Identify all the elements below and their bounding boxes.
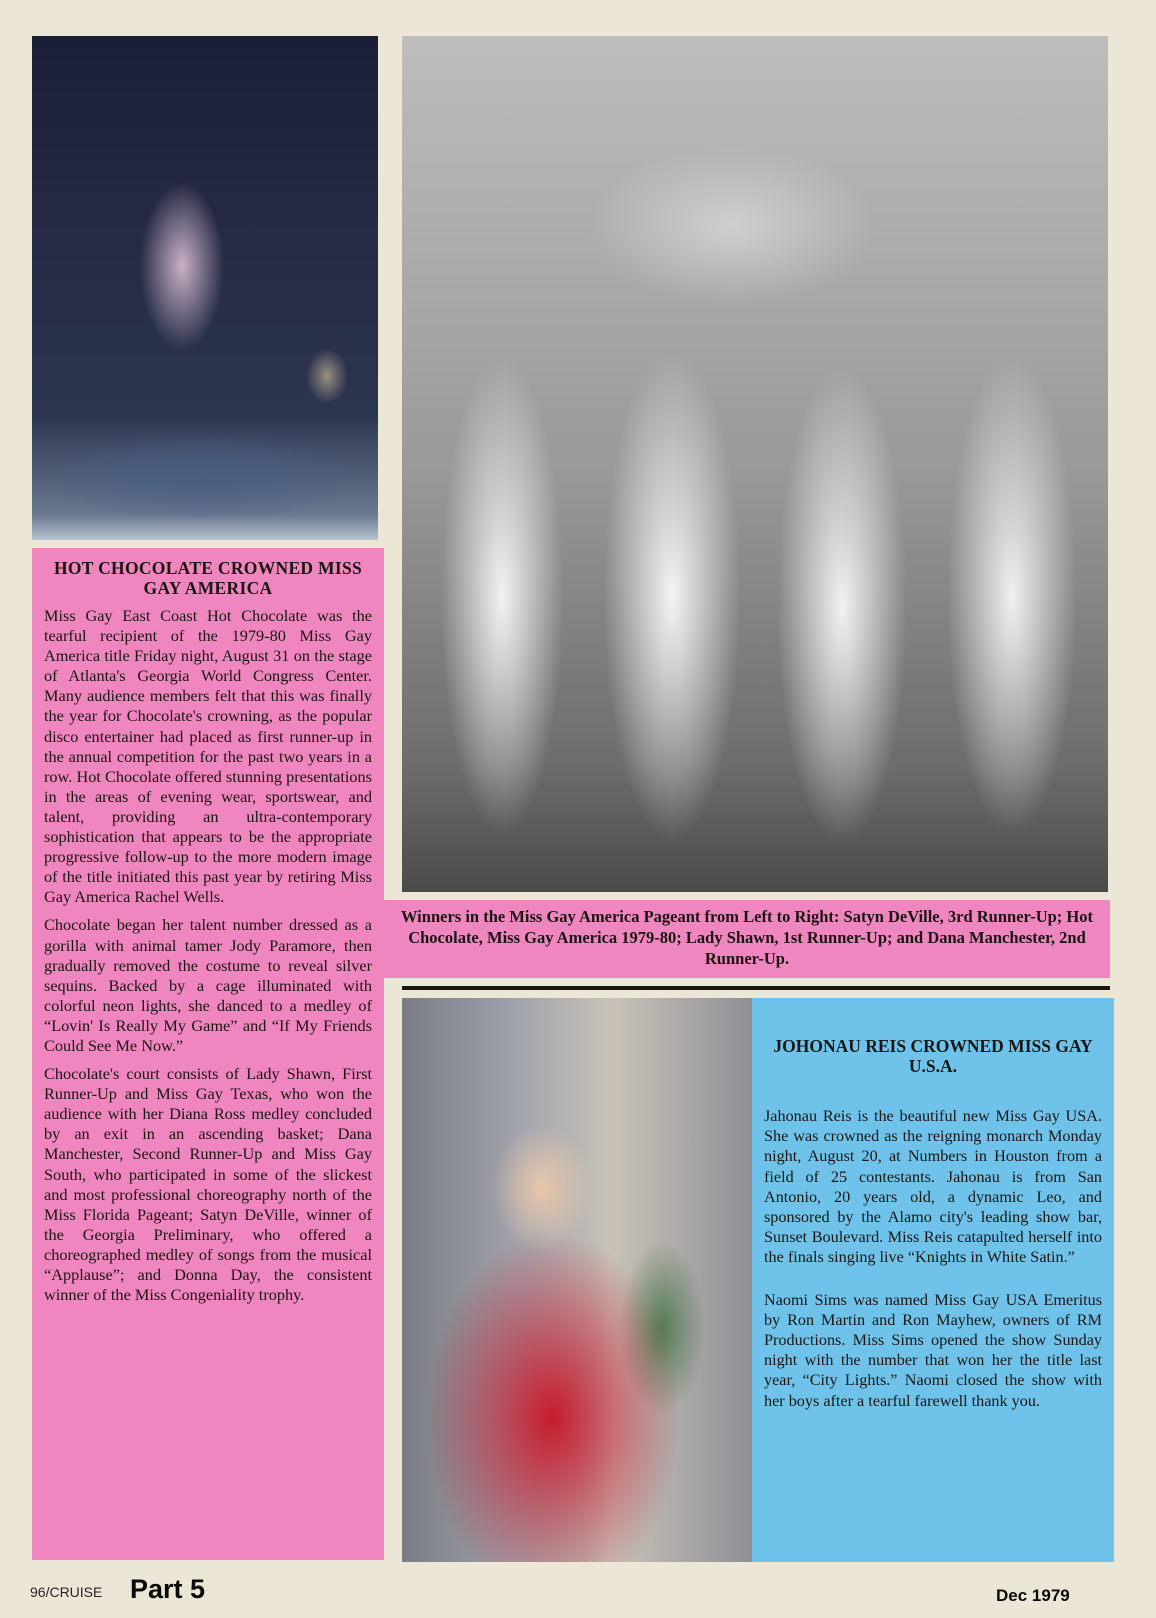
article-paragraph: Naomi Sims was named Miss Gay USA Emeritus by Ron Martin and Ron Mayhew, owners of RM Productions. Miss Sims opened the show Sunday night with the number that won her the title last year, “City Lights.” Naomi closed the show with her boys after a tearful farewell thank you. <box>764 1290 1102 1410</box>
article-headline: JOHONAU REIS CROWNED MISS GAY U.S.A. <box>773 1036 1093 1076</box>
issue-date: Dec 1979 <box>996 1586 1070 1605</box>
part-label: Part 5 <box>130 1574 206 1604</box>
page-folio: 96/CRUISE <box>30 1584 103 1600</box>
stage-performance-photo <box>32 36 378 540</box>
hot-chocolate-article <box>32 548 384 1560</box>
miss-gay-usa-photo <box>402 998 752 1562</box>
article-paragraph: Chocolate's court consists of Lady Shawn, First Runner-Up and Miss Gay Texas, who won the audience with her Diana Ross medley concluded by an exit in an ascending basket; Dana Manchester, Second Runner-Up and Miss Gay South, who participated in some of the slickest and most professional choreography north of the Miss Florida Pageant; Satyn DeVille, winner of the Georgia Preliminary, who offered a choreographed medley of songs from the musical “Applause”; and Donna Day, the consistent winner of the Miss Congeniality trophy. <box>44 1064 372 1305</box>
winners-photo-caption: Winners in the Miss Gay America Pageant from Left to Right: Satyn DeVille, 3rd Runner-Up; Hot Chocolate, Miss Gay America 1979-80; Lady Shawn, 1st Runner-Up; and Dana Manchester, 2nd Runner-Up. <box>384 900 1110 978</box>
johonau-reis-article <box>752 998 1114 1562</box>
article-headline: HOT CHOCOLATE CROWNED MISS GAY AMERICA <box>53 558 363 598</box>
article-paragraph: Jahonau Reis is the beautiful new Miss Gay USA. She was crowned as the reigning monarch Monday night, August 20, at Numbers in Houston from a field of 25 contestants. Jahonau is from San Antonio, 20 years old, a dynamic Leo, and sponsored by the Alamo city's leading show bar, Sunset Boulevard. Miss Reis catapulted herself into the finals singing live “Knights in White Satin.” <box>764 1107 1102 1267</box>
article-paragraph: Miss Gay East Coast Hot Chocolate was the tearful recipient of the 1979-80 Miss Gay America title Friday night, August 31 on the stage of Atlanta's Georgia World Congress Center. Many audience members felt that this was finally the year for Chocolate's crowning, as the popular disco entertainer had placed as first runner-up in the annual competition for the past two years in a row. Hot Chocolate offered stunning presentations in the areas of evening wear, sportswear, and talent, providing an ultra-contemporary sophistication that appears to be the appropriate progressive follow-up to the more modern image of the title initiated this past year by retiring Miss Gay America Rachel Wells. <box>44 606 372 907</box>
pageant-winners-photo <box>402 36 1108 892</box>
section-divider <box>402 986 1110 990</box>
article-paragraph: Chocolate began her talent number dressed as a gorilla with animal tamer Jody Paramore, then gradually removed the costume to reveal silver sequins. Backed by a cage illuminated with colorful neon lights, she danced to a medley of “Lovin' Is Really My Game” and “If My Friends Could See Me Now.” <box>44 915 372 1055</box>
